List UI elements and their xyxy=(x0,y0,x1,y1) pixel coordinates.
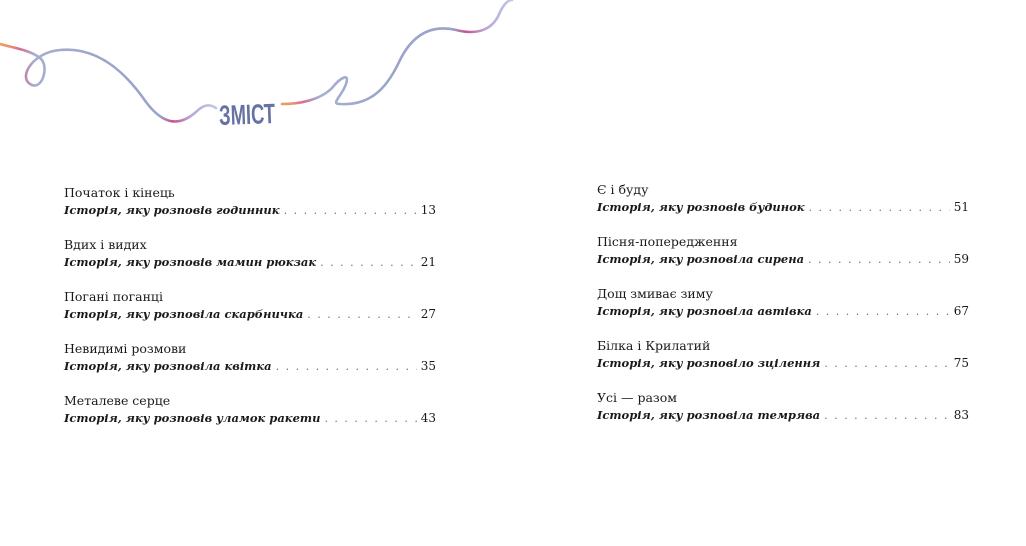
toc-page-number: 59 xyxy=(953,252,969,266)
toc-chapter-title: Пісня-попередження xyxy=(597,234,738,249)
ribbon-right-stroke xyxy=(282,0,512,104)
toc-entry xyxy=(64,185,436,237)
toc-page-number: 67 xyxy=(953,304,969,318)
toc-dot-leader xyxy=(808,252,950,268)
toc-subtitle-line xyxy=(64,306,436,323)
toc-dot-leader xyxy=(824,356,949,372)
toc-chapter-title: Усі — разом xyxy=(597,390,677,405)
toc-entry xyxy=(597,286,969,338)
toc-subtitle: Історія, яку розповіло зцілення xyxy=(597,356,821,370)
toc-dot-leader xyxy=(320,255,417,271)
toc-chapter-title: Металеве серце xyxy=(64,393,171,408)
toc-dot-leader xyxy=(307,307,416,323)
toc-entry xyxy=(64,237,436,289)
toc-page-number: 51 xyxy=(953,200,969,214)
toc-entry xyxy=(597,390,969,442)
toc-chapter-title: Дощ змиває зиму xyxy=(597,286,713,301)
toc-page-number: 13 xyxy=(420,203,436,217)
toc-subtitle: Історія, яку розповів будинок xyxy=(597,200,805,214)
toc-dot-leader xyxy=(824,408,950,424)
toc-subtitle: Історія, яку розповів уламок ракети xyxy=(64,411,321,425)
toc-entry xyxy=(597,182,969,234)
toc-subtitle-line xyxy=(597,407,969,424)
toc-dot-leader xyxy=(809,200,950,216)
toc-entry xyxy=(64,393,436,445)
toc-entry xyxy=(64,289,436,341)
toc-chapter-title: Білка і Крилатий xyxy=(597,338,711,353)
toc-subtitle: Історія, яку розповіла автівка xyxy=(597,304,812,318)
toc-dot-leader xyxy=(276,359,417,375)
toc-subtitle: Історія, яку розповіла скарбничка xyxy=(64,307,304,321)
toc-subtitle: Історія, яку розповіла темрява xyxy=(597,408,821,422)
toc-entry xyxy=(64,341,436,393)
toc-chapter-title: Погані поганці xyxy=(64,289,163,304)
toc-chapter-title: Є і буду xyxy=(597,182,649,197)
toc-subtitle-line xyxy=(64,254,436,271)
toc-subtitle: Історія, яку розповіла сирена xyxy=(597,252,805,266)
toc-subtitle-line xyxy=(597,303,969,320)
toc-subtitle: Історія, яку розповіла квітка xyxy=(64,359,272,373)
toc-dot-leader xyxy=(284,203,417,219)
decorative-ribbon xyxy=(0,0,1026,160)
toc-page-number: 35 xyxy=(420,359,436,373)
toc-subtitle-line xyxy=(597,199,969,216)
toc-subtitle: Історія, яку розповів мамин рюкзак xyxy=(64,255,317,269)
page-title: ЗМІСТ xyxy=(218,97,305,131)
toc-page-number: 83 xyxy=(953,408,969,422)
toc-subtitle-line xyxy=(64,202,436,219)
toc-column-left xyxy=(64,185,436,445)
toc-chapter-title: Вдих і видих xyxy=(64,237,147,252)
toc-page-number: 27 xyxy=(420,307,436,321)
toc-dot-leader xyxy=(816,304,950,320)
toc-chapter-title: Невидимі розмови xyxy=(64,341,187,356)
toc-subtitle-line xyxy=(597,355,969,372)
toc-subtitle: Історія, яку розповів годинник xyxy=(64,203,280,217)
toc-subtitle-line xyxy=(64,410,436,427)
ribbon-left-stroke xyxy=(0,44,216,121)
toc-page-number: 43 xyxy=(420,411,436,425)
toc-column-right xyxy=(597,182,969,442)
toc-dot-leader xyxy=(324,411,416,427)
toc-entry xyxy=(597,338,969,390)
toc-page-number: 21 xyxy=(420,255,436,269)
toc-subtitle-line xyxy=(64,358,436,375)
toc-entry xyxy=(597,234,969,286)
toc-chapter-title: Початок і кінець xyxy=(64,185,175,200)
toc-subtitle-line xyxy=(597,251,969,268)
toc-page-number: 75 xyxy=(953,356,969,370)
